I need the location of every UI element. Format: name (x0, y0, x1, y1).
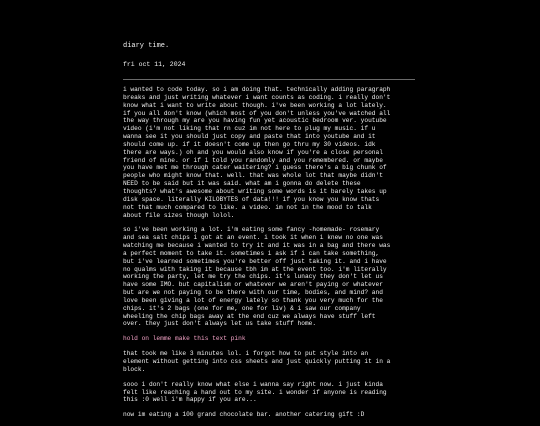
paragraph-reaching-out: sooo i don't really know what else i wanna say right now. i just kinda felt like reaching a hand out to my site. i wonder if anyone is reading this :0 well i'm happy if you are... (123, 380, 387, 404)
diary-entry (123, 42, 423, 426)
paragraph-intro: i wanted to code today. so i am doing that. technically adding paragraph breaks and just writing whatever i want counts as coding. i really don't know what i want to write about though. i've been working a lot lately. if you all don't know (which most of you don't unless you've watched all the way through my are you having fun yet acoustic bedroom ver. youtube video (i'm not liking that rn cuz im not here to plug my music. if u wanna see it you should just copy and paste that into youtube and it should come up. if it doesn't come up then go thru my 30 videos. idk there are ways.) oh and you would also know if you're a close personal friend of mine. or if i told you randomly and you remembered. or maybe you have met me through cater waitering? i guess there's a big chunk of people who might know that. well. that was whole lot that maybe didn't NEED to be said but it was said. what am i gonna do delete these thoughts? what's awesome about writing some words is it barely takes up disk space. literally KILOBYTES of data!!! if you know you know thats not that much compared to like. a video. im not in the mood to talk about file sizes though lolol. (123, 86, 391, 219)
entry-date: fri oct 11, 2024 (123, 61, 186, 68)
page-title: diary time. (123, 42, 170, 50)
paragraph-work: so i've been working a lot. i'm eating some fancy -homemade- rosemary and sea salt chips i got at an event. i took it when i knew no one was watching me because i wanted to try it and it was in a bag and there was a perfect moment to take it. sometimes i ask if i can take something, but i've learned sometimes you're better off just taking it. and i have no qualms with taking it because tbh im at the event too. i'm literally working the party, let me try the chips. it's lunacy they don't let us have some IMO. but capitalism or whatever we aren't paying or whatever but are we not paying to be there with our time, bodies, and mind? and love been giving a lot of energy lately so thank you very much for the chips. it's 2 bags (one for me, one for liv) & i saw our company wheeling the chip bags away at the end cuz we always have stuff left over. they just don't always let us take stuff home. (123, 226, 391, 328)
paragraph-pink-note: hold on lemme make this text pink (123, 335, 246, 343)
paragraph-chocolate: now im eating a 100 grand chocolate bar. another catering gift :D (123, 411, 365, 419)
divider (123, 79, 415, 80)
paragraph-style-note: that took me like 3 minutes lol. i forgot how to put style into an element without getting into css sheets and just quickly putting it in a block. (123, 350, 391, 373)
